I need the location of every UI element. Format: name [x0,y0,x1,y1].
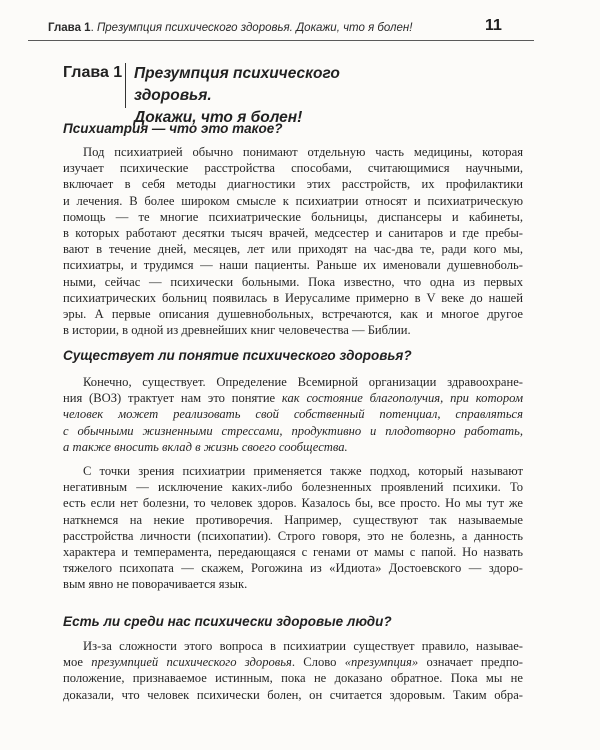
text-line: характера и темперамента, передающаяся с генами от мамы с папой. Но назвать [63,545,523,560]
paragraph [63,144,523,338]
text-run: . Слово [291,655,345,670]
text-line: положение, признаваемое истинным, пока не доказано обратное. Пока мы не [63,671,523,686]
paragraph [63,638,523,703]
chapter-divider [125,63,126,108]
text-line: в истории, в одной из древнейших книг человечества — Библии. [63,323,411,338]
text-line: ными, сейчас — психически больными. Пока известно, что одна из первых [63,274,523,289]
section-heading: Психиатрия — что это такое? [63,121,283,136]
section-heading: Существует ли понятие психического здоровья? [63,348,412,363]
running-title: Глава 1. Презумпция психического здоровья. Докажи, что я болен! [48,22,413,34]
text-line: эры. А первые описания душевнобольных, встречаются, как и многое другое [63,307,523,322]
text-line [63,406,523,422]
chapter-title [134,63,414,129]
section-heading: Есть ли среди нас психически здоровые люди? [63,614,392,629]
text-line: включает в себя методы диагностики этих расстройств, их профилактики [63,177,523,192]
text-line: вают в течение дней, месяцев, лет или приходят на час-два те, ради кого мы, [63,242,523,257]
text-line: психиатрических больниц появилась в Иерусалиме примерно в V веке до нашей [63,290,523,305]
text-line: есть если нет болезни, то человек здоров. Казалось бы, все просто. Но мы тут же [63,496,523,511]
running-chapter-title: Презумпция психического здоровья. Докажи, что я болен! [96,22,413,34]
text-line: доказали, что человек психически болен, он считается здоровым. Таким обра- [63,687,523,702]
text-line [63,654,523,670]
text-line: в которых работают десятки тысяч врачей, медсестер и санитаров и где пребы- [63,226,523,241]
paragraph [63,374,523,455]
chapter-label: Глава 1 [63,64,123,81]
chapter-title-line-2: Докажи, что я болен! [134,109,303,126]
text-line: Из-за сложности этого вопроса в психиатрии существует правило, называе- [83,639,523,653]
text-line: изучает психические расстройства способами, считающимися научными, [63,161,523,176]
italic-run: как состояние благополучия, при котором [281,391,523,406]
text-line: расстройства личности (психопатии). Строго говоря, это не болезнь, а данность [63,528,523,543]
running-chapter-label: Глава 1 [48,22,91,34]
text-line: помощь — те многие психиатрические больницы, диспансеры и кабинеты, [63,209,523,224]
text-line: тяжелого психопата — скажем, Рогожина из «Идиота» Достоевского — здоро- [63,561,523,576]
text-run: мое [63,655,92,670]
running-header [28,10,534,41]
text-line: Конечно, существует. Определение Всемирной организации здравоохране- [83,375,523,389]
italic-run: презумпцией психического здоровья [91,655,292,670]
text-line: Под психиатрией обычно понимают отдельную часть медицины, которая [83,145,523,159]
paragraph [63,463,523,593]
text-line: С точки зрения психиатрии применяется также подход, который называют [83,464,523,478]
page-number: 11 [485,17,502,34]
text-line [63,423,523,439]
text-line: негативным — исключение каких-либо болезненных проявлений психики. То [63,480,523,495]
text-run: ния (ВОЗ) трактует нам это понятие [63,391,282,406]
text-line: психиатры, и трудимся — наши пациенты. Раньше их именовали душевноболь- [63,258,523,273]
text-run: означает предпо- [418,655,523,670]
italic-run: «презумпция» [344,655,419,670]
text-line: вым явно не поворачивается язык. [63,577,248,592]
text-line [63,390,523,406]
italic-run: человек может реализовать свой собственный потенциал, справляться [63,407,523,422]
text-line [63,439,523,455]
text-line: и лечения. В более широком смысле к психиатрии относят и психиатрическую [63,193,523,208]
chapter-title-line-1: Презумпция психического здоровья. [134,65,340,104]
italic-run: с обычными жизненными стрессами, продуктивно и плодотворно работать, [63,423,523,438]
text-line: наткнемся на некие противоречия. Например, существуют так называемые [63,512,523,527]
italic-run: а также вносить вклад в жизнь своего сообщества. [63,439,348,454]
